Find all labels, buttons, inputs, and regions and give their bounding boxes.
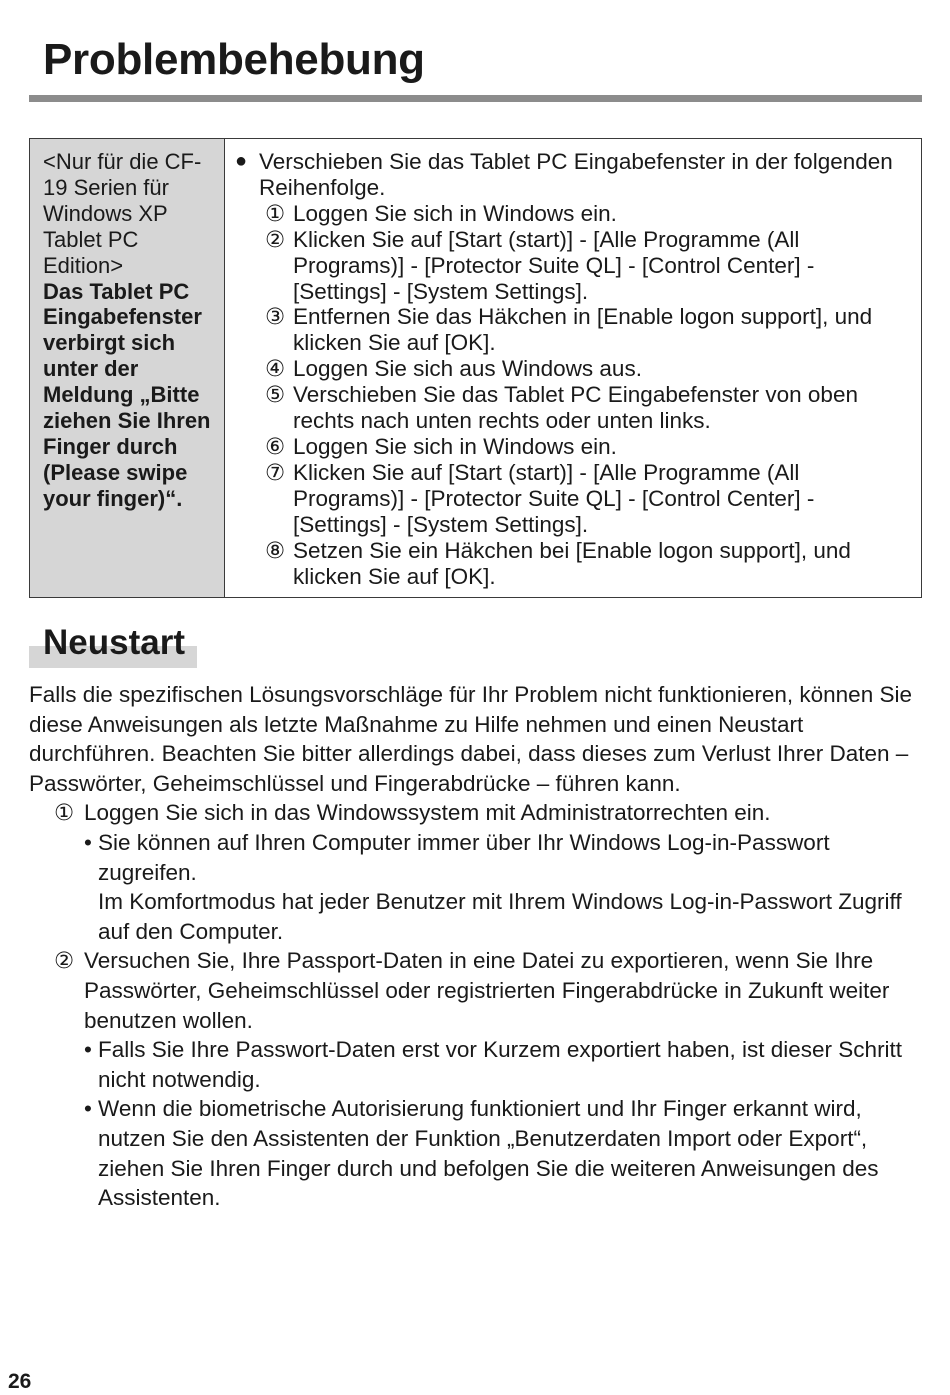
solution-step	[235, 201, 911, 227]
neustart-intro: Falls die spezifischen Lösungsvorschläge für Ihr Problem nicht funktionieren, können Sie diese Anweisungen als letzte Maßnahme zu Hilfe nehmen und einen Neustart durchführen. Beachten Sie bitter allerdings dabei, dass dieses zum Verlust Ihrer Daten – Passwörter, Geheimschlüssel und Fingerabdrücke – führen kann.	[29, 682, 912, 796]
sub-bullet	[29, 828, 922, 887]
step-number: ⑥	[265, 433, 286, 459]
solution-step	[235, 460, 911, 538]
step-text: Klicken Sie auf [Start (start)] - [Alle Programme (All Programs)] - [Protector Suite QL] - [Control Center] - [Settings] - [System Settings].	[293, 459, 815, 537]
solution-step	[235, 382, 911, 434]
step-number: ④	[265, 356, 286, 382]
step-number: ①	[265, 200, 286, 226]
step-number: ②	[265, 226, 286, 252]
solution-step	[235, 538, 911, 590]
solution-intro: Verschieben Sie das Tablet PC Eingabefenster in der folgenden Reihenfolge.	[259, 149, 893, 200]
step-number: ⑤	[265, 382, 286, 408]
step-text: Versuchen Sie, Ihre Passport-Daten in eine Datei zu exportieren, wenn Sie Ihre Passwörter, Geheimschlüssel oder registrierten Fingerabdrücke in Zukunft weiter benutzen wollen.	[84, 948, 890, 1033]
neustart-step	[29, 798, 922, 828]
step-number: ①	[54, 800, 75, 826]
neustart-body	[29, 680, 922, 1213]
solution-step	[235, 304, 911, 356]
solution-step	[235, 356, 911, 382]
problem-text: Das Tablet PC Eingabefenster verbirgt sich unter der Meldung „Bitte ziehen Sie Ihren Finger durch (Please swipe your finger)“.	[43, 278, 211, 511]
problem-cell	[30, 139, 225, 597]
step-text: Loggen Sie sich in Windows ein.	[293, 433, 617, 459]
sub-bullet-text: Wenn die biometrische Autorisierung funktioniert und Ihr Finger erkannt wird, nutzen Sie den Assistenten der Funktion „Benutzerdaten Import oder Export“, ziehen Sie Ihren Finger durch und befolgen Sie die weiteren Anweisungen des Assistenten.	[98, 1096, 879, 1211]
sub-bullet	[29, 1035, 922, 1094]
step-text: Entfernen Sie das Häkchen in [Enable logon support], und klicken Sie auf [OK].	[293, 304, 873, 356]
section-heading: Neustart	[43, 623, 185, 662]
step-number: ⑧	[265, 537, 286, 563]
title-rule	[29, 95, 922, 102]
step-text: Loggen Sie sich in Windows ein.	[293, 200, 617, 226]
solution-cell	[225, 139, 921, 597]
sub-bullet-text: Falls Sie Ihre Passwort-Daten erst vor Kurzem exportiert haben, ist dieser Schritt nicht notwendig.	[98, 1037, 903, 1092]
bullet-icon: •	[84, 1096, 92, 1122]
sub-bullet-text: Sie können auf Ihren Computer immer über Ihr Windows Log-in-Passwort zugreifen.	[98, 829, 830, 885]
solution-step	[235, 227, 911, 305]
step-text: Klicken Sie auf [Start (start)] - [Alle Programme (All Programs)] - [Protector Suite QL] - [Control Center] - [Settings] - [System Settings].	[293, 226, 815, 304]
problem-intro: <Nur für die CF-19 Serien für Windows XP Tablet PC Edition>	[43, 149, 202, 278]
sub-bullet	[29, 1094, 922, 1212]
solution-bullet	[235, 149, 911, 201]
solution-step	[235, 434, 911, 460]
step-number: ③	[265, 304, 286, 330]
step-text: Setzen Sie ein Häkchen bei [Enable logon support], und klicken Sie auf [OK].	[293, 537, 851, 589]
page-title: Problembehebung	[43, 35, 425, 84]
bullet-icon: •	[84, 829, 92, 855]
step-text: Verschieben Sie das Tablet PC Eingabefenster von oben rechts nach unten rechts oder unten links.	[293, 382, 858, 434]
step-text: Loggen Sie sich in das Windowssystem mit Administratorrechten ein.	[84, 800, 771, 826]
page-number: 26	[8, 1370, 32, 1393]
step-number: ②	[54, 948, 75, 974]
step-number: ⑦	[265, 459, 286, 485]
bullet-icon: •	[84, 1037, 92, 1063]
troubleshooting-table	[29, 138, 922, 598]
neustart-step	[29, 946, 922, 1035]
step-text: Loggen Sie sich aus Windows aus.	[293, 356, 642, 382]
sub-bullet-continuation: Im Komfortmodus hat jeder Benutzer mit Ihrem Windows Log-in-Passwort Zugriff auf den Computer.	[98, 889, 902, 944]
bullet-dot-icon: ●	[235, 150, 248, 172]
